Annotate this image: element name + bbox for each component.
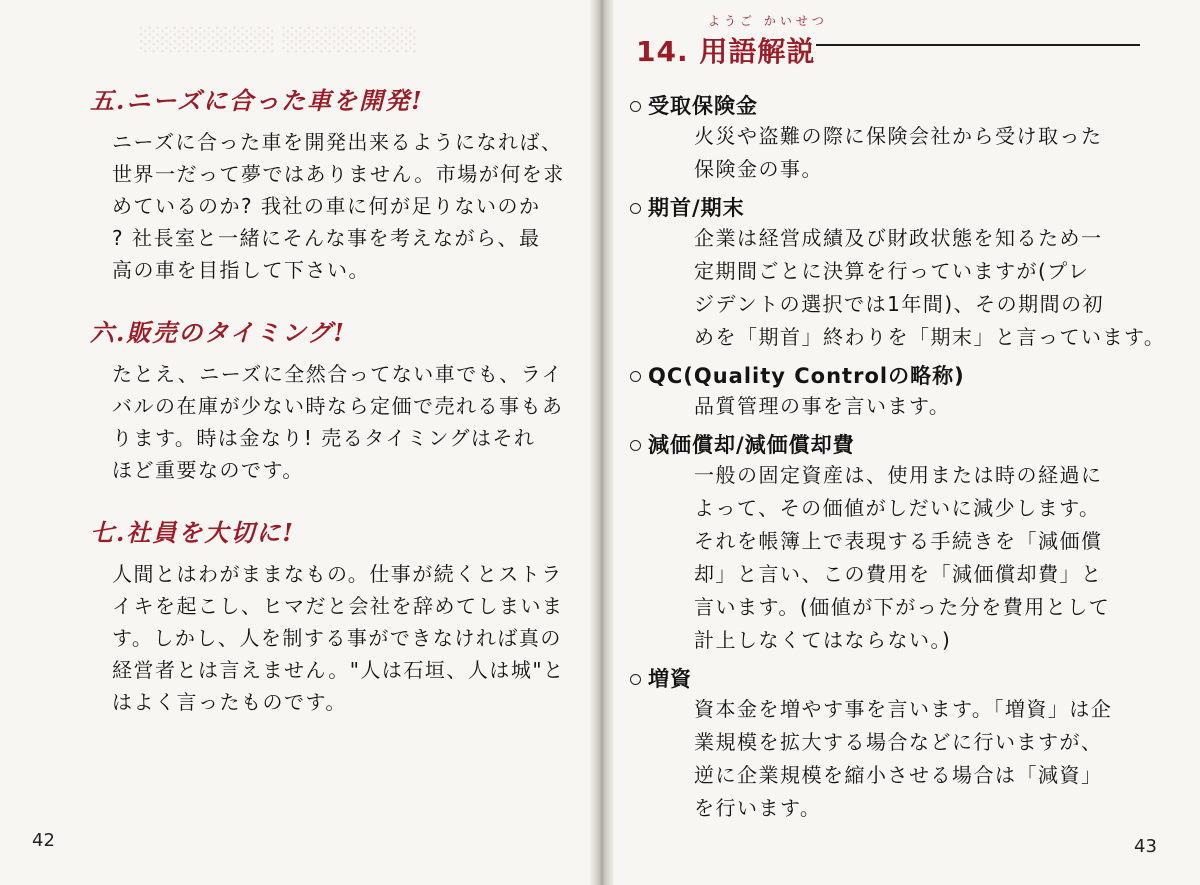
circle-bullet-icon — [630, 371, 641, 382]
section-seven — [90, 518, 570, 718]
section-title: 七.社員を大切に! — [90, 518, 295, 547]
term-label: 期首/期末 — [648, 196, 745, 220]
term-label: 増資 — [648, 667, 692, 691]
term-definition: 品質管理の事を言います。 — [694, 394, 951, 418]
book-gutter — [590, 0, 614, 885]
glossary-entry — [630, 665, 1190, 825]
glossary-entry — [630, 362, 1190, 423]
circle-bullet-icon — [630, 674, 641, 685]
section-title: 六.販売のタイミング! — [90, 318, 346, 347]
section-body: 人間とはわがままなもの。仕事が続くとストラ イキを起こし、ヒマだと会社を辞めてしまいま す。しかし、人を制する事ができなければ真の 経営者とは言えません。"人は石垣、人は城"と はよく言ったものです。 — [112, 562, 565, 714]
section-six — [90, 318, 570, 486]
page-number: 43 — [1134, 836, 1157, 857]
chapter-title: 14. 用語解説 — [636, 35, 816, 68]
page-number: 42 — [32, 830, 55, 851]
glossary — [630, 92, 1190, 833]
section-body: ニーズに合った車を開発出来るようになれば、 世界一だって夢ではありません。市場が何を求 めているのか? 我社の車に何が足りないのか ? 社長室と一緒にそんな事を考えながら、最 高の車を目指して下さい。 — [112, 130, 565, 282]
right-page — [606, 0, 1200, 885]
term-definition: 資本金を増やす事を言います。「増資」は企 業規模を拡大する場合などに行いますが、 逆に企業規模を縮小させる場合は「減資」 を行います。 — [694, 697, 1113, 820]
glossary-entry — [630, 431, 1190, 657]
header-rule — [816, 44, 1140, 46]
chapter-ruby: ようご かいせつ — [708, 14, 828, 28]
term-label: QC(Quality Controlの略称) — [648, 364, 965, 388]
circle-bullet-icon — [630, 440, 641, 451]
term-definition: 一般の固定資産は、使用または時の経過に よって、その価値がしだいに減少します。 それを帳簿上で表現する手続きを「減価償 却」と言い、この費用を「減価償却費」と 言います。(価値が下がった分を費用として 計上しなくてはならない。) — [694, 463, 1111, 652]
glossary-entry — [630, 194, 1190, 354]
circle-bullet-icon — [630, 203, 641, 214]
term-definition: 火災や盗難の際に保険会社から受け取った 保険金の事。 — [694, 124, 1103, 181]
section-title: 五.ニーズに合った車を開発! — [90, 86, 424, 115]
section-five — [90, 86, 570, 286]
glossary-entry — [630, 92, 1190, 186]
term-label: 減価償却/減価償却費 — [648, 433, 855, 457]
term-definition: 企業は経営成績及び財政状態を知るため一 定期間ごとに決算を行っていますが(プレ ジデントの選択では1年間)、その期間の初 めを「期首」終わりを「期末」と言っています。 — [694, 226, 1166, 349]
term-label: 受取保険金 — [648, 94, 758, 118]
section-body: たとえ、ニーズに全然合ってない車でも、ライ バルの在庫が少ない時なら定価で売れる事もあ ります。時は金なり! 売るタイミングはそれ ほど重要なのです。 — [112, 362, 564, 482]
chapter-header — [636, 12, 1176, 68]
circle-bullet-icon — [630, 101, 641, 112]
bleed-through-text: ░░░░░░░░ ░░░░░░░░ — [140, 28, 418, 53]
left-page — [0, 0, 598, 885]
